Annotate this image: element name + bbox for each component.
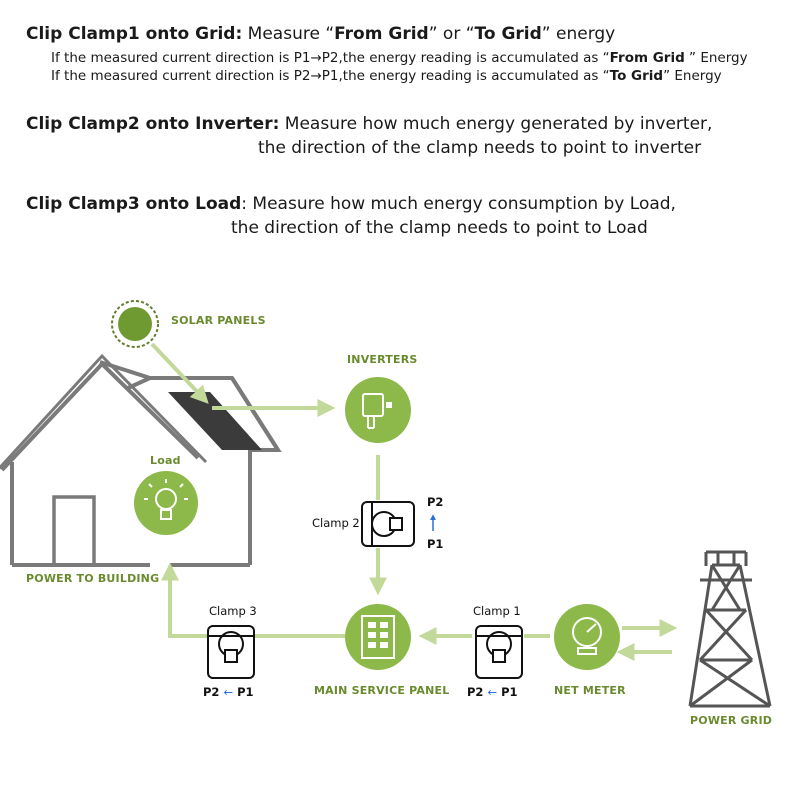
clamp3-label: Clamp 3	[209, 604, 257, 618]
clamp1-label: Clamp 1	[473, 604, 521, 618]
clamp1-rule-2-text: If the measured current direction is P2→P1,the energy reading is accumulated as “	[51, 68, 610, 84]
clamp2-p2-label: P2	[427, 495, 444, 509]
main-service-panel-label: MAIN SERVICE PANEL	[314, 684, 450, 697]
clamp1-rule-2-bold: To Grid	[609, 68, 664, 84]
clamp1-heading-text-a: Measure “	[242, 24, 335, 44]
net-meter-icon	[554, 604, 620, 670]
inverters-label: INVERTERS	[347, 353, 418, 366]
clamp3-heading-text: : Measure how much energy consumption by Load,	[241, 194, 676, 214]
sun-icon	[112, 301, 158, 347]
clamp1-rule-1-text: If the measured current direction is P1→P2,the energy reading is accumulated as “	[51, 50, 610, 66]
inverter-icon	[345, 377, 411, 443]
clamp2-icon	[362, 502, 414, 546]
clamp1-heading-bold: Clip Clamp1 onto Grid:	[26, 24, 243, 44]
clamp3-heading-cont: the direction of the clamp needs to point to Load	[231, 218, 648, 238]
clamp3-arrow-icon: ←	[223, 685, 234, 699]
clamp1-direction-label	[467, 685, 518, 699]
lightbulb-icon	[134, 471, 198, 535]
clamp2-p1-label: P1	[427, 537, 444, 551]
service-panel-icon	[345, 604, 411, 670]
clamp3-heading-bold: Clip Clamp3 onto Load	[26, 194, 242, 214]
house-icon	[0, 356, 278, 565]
from-grid-term: From Grid	[334, 24, 429, 44]
power-to-building-label: POWER TO BUILDING	[26, 572, 160, 585]
clamp2-heading-text: Measure how much energy generated by inverter,	[279, 114, 713, 134]
clamp1-rule-1-tail: ” Energy	[684, 50, 748, 66]
net-meter-label: NET METER	[554, 684, 626, 697]
clamp1-icon	[476, 626, 522, 678]
clamp2-heading-cont: the direction of the clamp needs to point to inverter	[258, 138, 702, 158]
clamp1-heading-text-c: ” energy	[541, 24, 616, 44]
solar-panels-label: SOLAR PANELS	[171, 314, 266, 327]
clamp1-p1-label: P1	[501, 685, 518, 699]
clamp2-label: Clamp 2	[312, 516, 360, 530]
power-grid-label: POWER GRID	[690, 714, 773, 727]
clamp1-rule-2-tail: ” Energy	[663, 68, 722, 84]
clamp3-p1-label: P1	[237, 685, 254, 699]
clamp3-icon	[208, 626, 254, 678]
clamp1-rule-1-bold: From Grid	[609, 50, 685, 66]
clamp2-heading-bold: Clip Clamp2 onto Inverter:	[26, 114, 280, 134]
to-grid-term: To Grid	[474, 24, 542, 44]
clamp1-p2-label: P2	[467, 685, 484, 699]
clamp3-direction-label	[203, 685, 254, 699]
clamp3-p2-label: P2	[203, 685, 220, 699]
clamp1-heading-text-b: ” or “	[428, 24, 475, 44]
transmission-tower-icon	[690, 552, 770, 706]
clamp1-arrow-icon: ←	[487, 685, 498, 699]
load-label: Load	[150, 454, 181, 467]
